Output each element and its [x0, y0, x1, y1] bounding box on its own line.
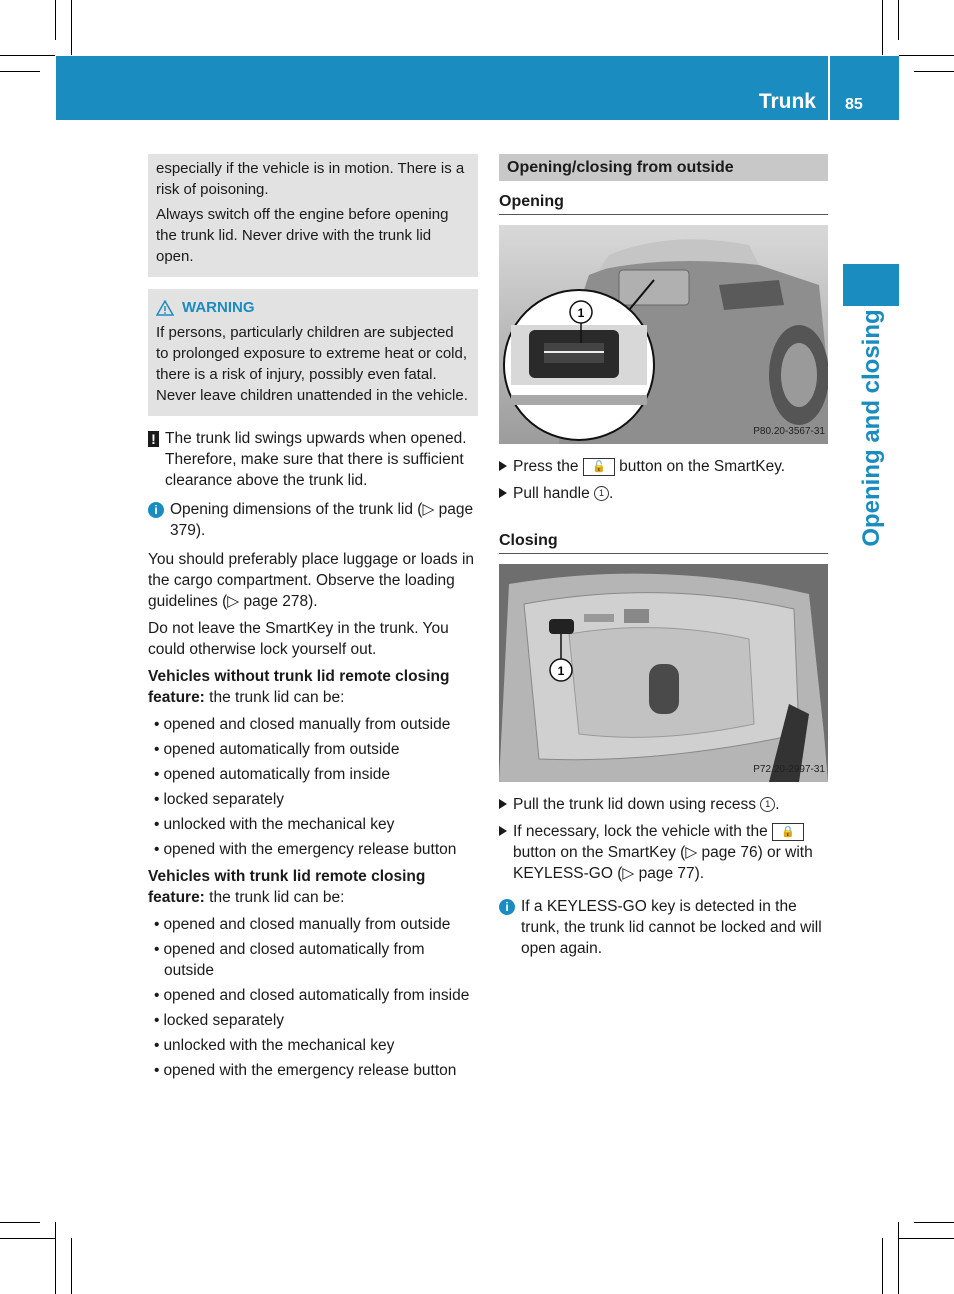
group-heading-tail: the trunk lid can be: — [204, 889, 345, 906]
paragraph-smartkey: Do not leave the SmartKey in the trunk. You could otherwise lock yourself out. — [148, 620, 449, 658]
unlock-key-icon: 🔓 — [583, 458, 615, 476]
trunk-lid-interior-drawing — [499, 564, 828, 782]
crop-mark — [914, 1222, 954, 1223]
step-text-part: button on the SmartKey. — [619, 458, 786, 475]
section-heading: Opening/closing from outside — [499, 154, 828, 181]
info-icon: i — [499, 899, 515, 915]
crop-mark — [914, 71, 954, 72]
continued-warning-box — [148, 154, 478, 277]
group-heading: Vehicles with trunk lid remote closing feature: — [148, 868, 426, 906]
info-note-text: If a KEYLESS-GO key is detected in the trunk, the trunk lid cannot be locked and will open again. — [521, 898, 822, 957]
warning-heading-label: WARNING — [182, 299, 255, 316]
info-icon: i — [148, 502, 164, 518]
warning-continued-text-2: Always switch off the engine before opening the trunk lid. Never drive with the trunk lid open. — [156, 206, 449, 265]
group-with-remote-closing — [148, 866, 478, 908]
step-arrow-icon — [499, 461, 507, 471]
image-callout-1: 1 — [577, 306, 585, 320]
list-item: • opened automatically from outside — [148, 739, 478, 760]
closing-heading: Closing — [499, 530, 828, 554]
caution-note — [148, 428, 478, 491]
crop-mark — [899, 1238, 954, 1239]
warning-box — [148, 289, 478, 416]
crop-mark — [55, 1222, 56, 1294]
opening-heading: Opening — [499, 191, 828, 215]
step-arrow-icon — [499, 488, 507, 498]
list-item: • opened with the emergency release button — [148, 839, 478, 860]
caution-note-text: The trunk lid swings upwards when opened. Therefore, make sure that there is sufficient clearance above the trunk lid. — [165, 430, 467, 489]
left-column — [148, 154, 478, 1087]
info-note-text: Opening dimensions of the trunk lid (▷ page 379). — [170, 501, 474, 539]
step-text-part: . — [609, 485, 614, 502]
list-item: • opened with the emergency release button — [148, 1060, 478, 1081]
step-lock-vehicle — [499, 821, 828, 884]
list-item: • opened and closed automatically from outside — [148, 939, 478, 981]
paragraph-luggage: You should preferably place luggage or loads in the cargo compartment. Observe the loading guidelines (▷ page 278). — [148, 551, 475, 610]
list-item: • opened automatically from inside — [148, 764, 478, 785]
step-text-part: Press the — [513, 458, 579, 475]
crop-mark — [0, 1222, 40, 1223]
lock-key-icon: 🔒 — [772, 823, 804, 841]
crop-mark — [898, 0, 899, 40]
group-heading-tail: the trunk lid can be: — [204, 689, 345, 706]
list-item: • unlocked with the mechanical key — [148, 814, 478, 835]
warning-heading — [156, 297, 470, 318]
feature-list — [148, 914, 478, 1081]
step-pull-handle — [499, 483, 828, 504]
crop-mark — [0, 55, 55, 56]
step-arrow-icon — [499, 826, 507, 836]
step-text — [513, 456, 785, 477]
warning-continued-text: especially if the vehicle is in motion. There is a risk of poisoning. — [156, 160, 465, 198]
list-item: • opened and closed automatically from inside — [148, 985, 478, 1006]
crop-mark — [882, 1238, 883, 1294]
crop-mark — [0, 71, 40, 72]
list-item: • locked separately — [148, 1010, 478, 1031]
warning-triangle-icon — [156, 300, 174, 316]
page-title: Trunk — [758, 90, 816, 113]
step-text-part: Pull handle — [513, 485, 590, 502]
step-pull-lid-down — [499, 794, 828, 815]
crop-mark — [71, 0, 72, 55]
step-text-part: If necessary, lock the vehicle with the — [513, 823, 768, 840]
feature-list — [148, 714, 478, 860]
step-arrow-icon — [499, 799, 507, 809]
warning-text: If persons, particularly children are subjected to prolonged exposure to extreme heat or cold, there is a risk of injury, possibly even fatal. Never leave children unattended in the vehicle. — [156, 324, 468, 404]
list-item: • locked separately — [148, 789, 478, 810]
exclamation-icon: ! — [148, 431, 159, 447]
crop-mark — [899, 55, 954, 56]
crop-mark — [898, 1222, 899, 1294]
step-text-part: Pull the trunk lid down using recess — [513, 796, 756, 813]
list-item: • opened and closed manually from outside — [148, 914, 478, 935]
step-press-unlock — [499, 456, 828, 477]
step-text — [513, 483, 613, 504]
step-text — [513, 821, 828, 884]
trunk-opening-illustration — [499, 225, 828, 444]
group-heading: Vehicles without trunk lid remote closing feature: — [148, 668, 450, 706]
page-number: 85 — [845, 96, 863, 113]
image-reference-code: P72.20-2997-31 — [753, 764, 825, 775]
image-reference-code: P80.20-3567-31 — [753, 426, 825, 437]
callout-number-icon: 1 — [760, 797, 775, 812]
header-divider — [828, 56, 830, 120]
side-tab-label: Opening and closing — [858, 309, 885, 547]
trunk-closing-illustration — [499, 564, 828, 782]
list-item: • opened and closed manually from outside — [148, 714, 478, 735]
side-tab-marker — [843, 264, 899, 306]
crop-mark — [0, 1238, 55, 1239]
step-text — [513, 794, 780, 815]
step-text-part: . — [775, 796, 780, 813]
callout-number-icon: 1 — [594, 486, 609, 501]
info-note — [148, 499, 478, 541]
image-callout-1: 1 — [557, 664, 565, 678]
crop-mark — [882, 0, 883, 55]
crop-mark — [55, 0, 56, 40]
crop-mark — [71, 1238, 72, 1294]
group-without-remote-closing — [148, 666, 478, 708]
car-rear-drawing — [499, 225, 828, 444]
right-column — [499, 154, 828, 967]
info-note — [499, 896, 828, 959]
step-text-part: button on the SmartKey (▷ page 76) or with KEYLESS-GO (▷ page 77). — [513, 844, 813, 882]
list-item: • unlocked with the mechanical key — [148, 1035, 478, 1056]
